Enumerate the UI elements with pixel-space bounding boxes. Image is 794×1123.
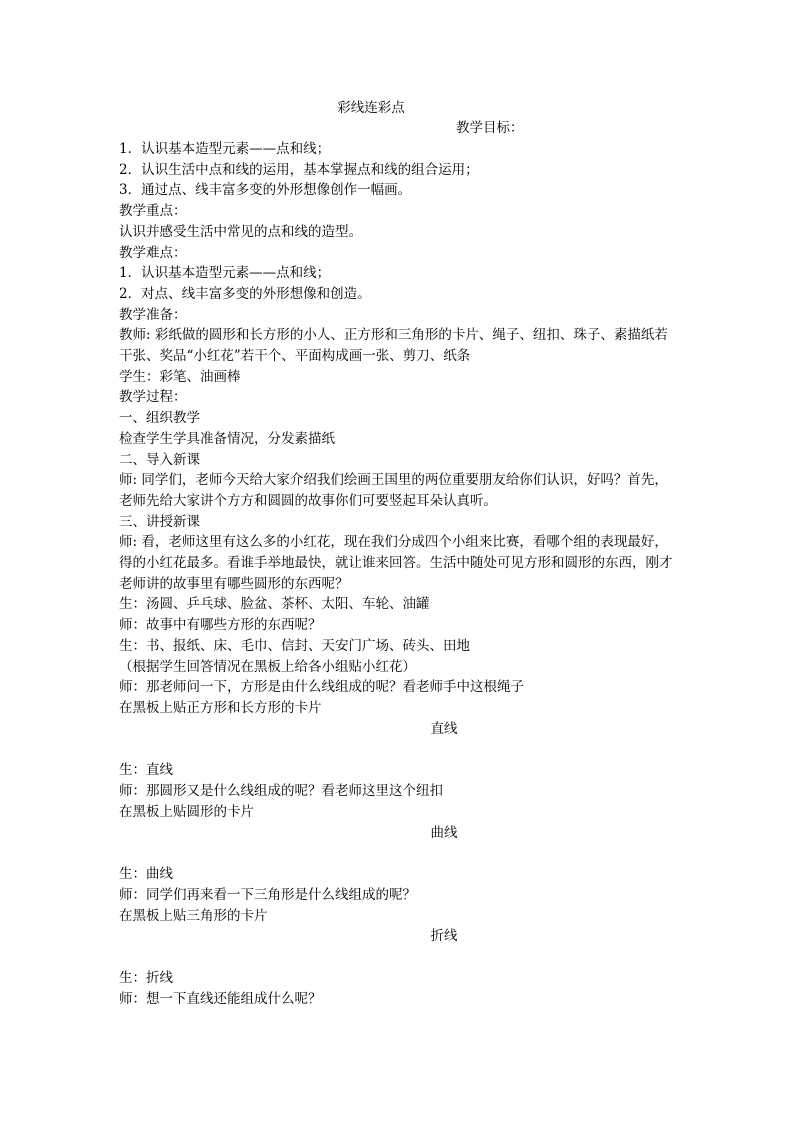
document-body: [119, 139, 679, 1009]
dialogue-line: 师：想一下直线还能组成什么呢？: [119, 990, 322, 1007]
section-heading: 二、导入新课: [119, 451, 200, 468]
key-text: 认识并感受生活中常见的点和线的造型。: [119, 223, 362, 240]
section-text: 检查学生学具准备情况，分发素描纸: [119, 430, 335, 447]
goals-heading: 教学目标：: [456, 120, 524, 136]
dialogue-line: 师：那圆形又是什么线组成的呢？看老师这里这个纽扣: [119, 783, 443, 800]
goal-item: 3．通过点、线丰富多变的外形想像创作一幅画。: [119, 182, 412, 199]
prep-heading: 教学准备：: [119, 306, 187, 323]
goal-item: 2．认识生活中点和线的运用，基本掌握点和线的组合运用；: [119, 161, 479, 178]
section-heading: 一、组织教学: [119, 410, 200, 427]
dialogue-line: 生：汤圆、乒乓球、脸盆、茶杯、太阳、车轮、油罐: [119, 596, 430, 613]
process-heading: 教学过程：: [119, 389, 187, 406]
document-title: 彩线连彩点: [337, 100, 405, 116]
section-heading: 三、讲授新课: [119, 513, 200, 530]
dialogue-line: 生：直线: [119, 762, 173, 779]
dialogue-line: 生：书、报纸、床、毛巾、信封、天安门广场、砖头、田地: [119, 637, 470, 654]
label-curve-line: 曲线: [430, 824, 458, 841]
prep-student: 学生：彩笔、油画棒: [119, 368, 241, 385]
key-heading: 教学重点：: [119, 203, 187, 220]
label-fold-line: 折线: [430, 928, 458, 945]
dialogue-line: 师：故事中有哪些方形的东西呢？: [119, 617, 322, 634]
dialogue-line: （根据学生回答情况在黑板上给各小组贴小红花）: [119, 658, 416, 675]
section-text: 师: 看，老师这里有这么多的小红花，现在我们分成四个小组来比赛，看哪个组的表现最好，得的小红花最多。看谁手举地最快，就让谁来回答。生活中随处可见方形和圆形的东西，刚才老师讲的故事里有哪些圆形的东西呢？: [119, 534, 673, 592]
dialogue-line: 在黑板上贴正方形和长方形的卡片: [119, 699, 322, 716]
goal-item: 1．认识基本造型元素——点和线；: [119, 141, 331, 157]
dialogue-line: 师：同学们再来看一下三角形是什么线组成的呢？: [119, 886, 416, 903]
prep-teacher: 教师: 彩纸做的圆形和长方形的小人、正方形和三角形的卡片、绳子、纽扣、珠子、素描纸若干张、奖品“小红花”若干个、平面构成画一张、剪刀、纸条: [119, 327, 668, 365]
dialogue-line: 生：折线: [119, 970, 173, 987]
dialogue-line: 在黑板上贴三角形的卡片: [119, 907, 268, 924]
difficulty-item: 1．认识基本造型元素——点和线；: [119, 265, 331, 282]
section-text: 师: 同学们，老师今天给大家介绍我们绘画王国里的两位重要朋友给你们认识，好吗？首先，老师先给大家讲个方方和圆圆的故事你们可要竖起耳朵认真听。: [119, 472, 668, 509]
difficulty-heading: 教学难点：: [119, 244, 187, 261]
dialogue-line: 师：那老师问一下，方形是由什么线组成的呢？看老师手中这根绳子: [119, 679, 524, 696]
dialogue-line: 在黑板上贴圆形的卡片: [119, 803, 254, 820]
difficulty-item: 2．对点、线丰富多变的外形想像和创造。: [119, 285, 371, 302]
label-straight-line: 直线: [430, 720, 458, 737]
dialogue-line: 生：曲线: [119, 866, 173, 883]
